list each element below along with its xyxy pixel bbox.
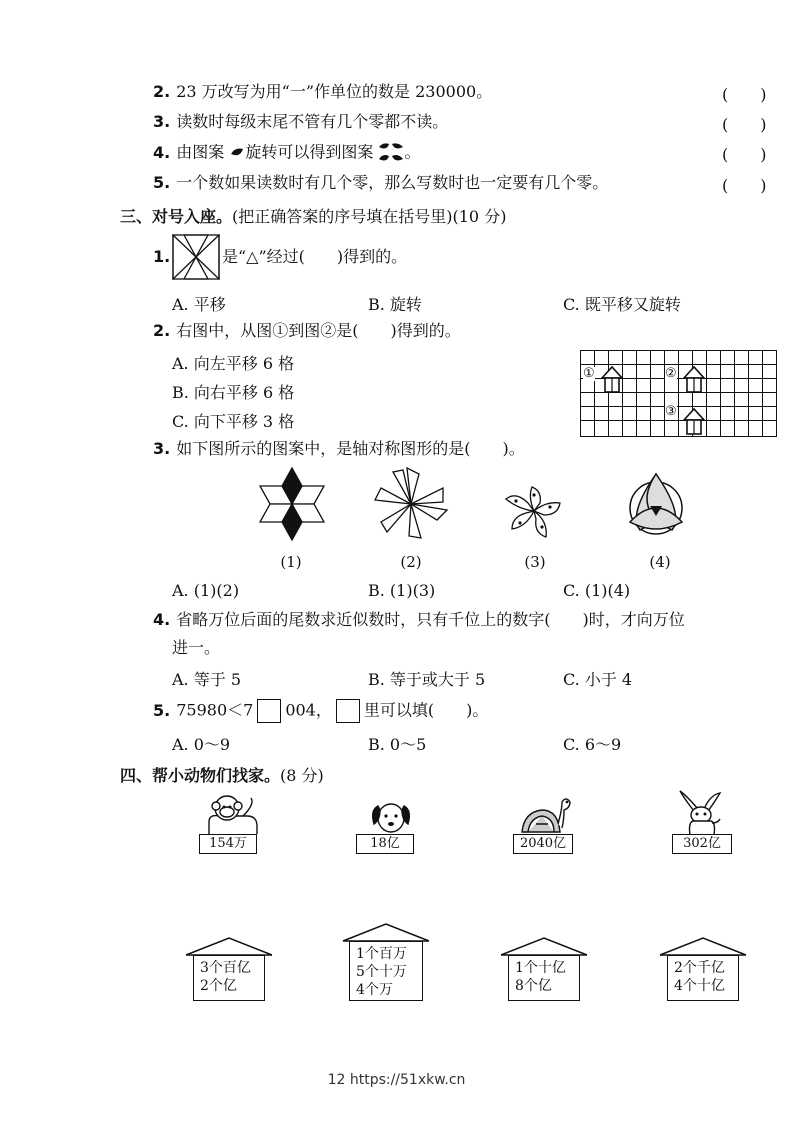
- answer-paren: ( ): [722, 176, 767, 195]
- translation-grid-figure: [580, 350, 778, 438]
- judge-item-3: 3. 读数时每级末尾不管有几个零都不读。: [153, 112, 449, 131]
- grid-label-2: ②: [665, 366, 677, 381]
- animal-sign-2: 18亿: [356, 834, 414, 854]
- blank-box: [257, 699, 281, 723]
- q2-option-b: B. 向右平移 6 格: [172, 383, 295, 402]
- q4: 4. 省略万位后面的尾数求近似数时，只有千位上的数字( )时，才向万位: [153, 610, 685, 629]
- q2: 2. 右图中，从图①到图②是( )得到的。: [153, 321, 461, 340]
- pinwheel-triangle-figure: [172, 234, 220, 280]
- animal-sign-3: 2040亿: [513, 834, 573, 854]
- monkey-icon: [205, 794, 261, 834]
- q3-option-c: C. (1)(4): [563, 581, 631, 600]
- answer-paren: ( ): [722, 85, 767, 104]
- figure-label-1: (1): [280, 553, 302, 571]
- turtle-icon: [518, 794, 574, 834]
- house-2: 1个百万 5个十万 4个万: [349, 941, 423, 1001]
- dog-icon: [368, 796, 414, 834]
- q4-option-c: C. 小于 4: [563, 670, 633, 689]
- q4-option-a: A. 等于 5: [172, 670, 241, 689]
- q1: 1.: [153, 247, 171, 266]
- blank-box: [336, 699, 360, 723]
- house-roof-icon: [341, 922, 431, 942]
- q1-text: 是“△”经过( )得到的。: [222, 247, 408, 266]
- section4-title: 四、帮小动物们找家。(8 分): [120, 766, 324, 785]
- animal-sign-4: 302亿: [672, 834, 732, 854]
- house-roof-icon: [184, 936, 274, 956]
- q3: 3. 如下图所示的图案中，是轴对称图形的是( )。: [153, 439, 525, 458]
- animal-sign-1: 154万: [199, 834, 257, 854]
- house-roof-icon: [658, 936, 748, 956]
- house-3: 1个十亿 8个亿: [508, 955, 580, 1001]
- q3-option-a: A. (1)(2): [172, 581, 240, 600]
- q2-option-a: A. 向左平移 6 格: [172, 354, 295, 373]
- house-4: 2个千亿 4个十亿: [667, 955, 739, 1001]
- q5-option-c: C. 6～9: [563, 735, 622, 754]
- answer-paren: ( ): [722, 115, 767, 134]
- grid-label-1: ①: [583, 366, 595, 381]
- judge-item-5: 5. 一个数如果读数时有几个零，那么写数时也一定要有几个零。: [153, 173, 609, 192]
- figure-3-flower-icon: [500, 483, 568, 541]
- figure-1-star-icon: [258, 466, 326, 542]
- q1-option-c: C. 既平移又旋转: [563, 295, 681, 314]
- house-roof-icon: [499, 936, 589, 956]
- q3-option-b: B. (1)(3): [368, 581, 436, 600]
- q4-text-cont: 进一。: [172, 638, 221, 657]
- judge-item-2: 2. 23 万改写为用“一”作单位的数是 230000。: [153, 82, 493, 101]
- house-1: 3个百亿 2个亿: [193, 955, 265, 1001]
- rabbit-icon: [676, 789, 726, 835]
- grid-label-3: ③: [665, 404, 677, 419]
- q1-option-a: A. 平移: [172, 295, 226, 314]
- q5-option-a: A. 0～9: [172, 735, 231, 754]
- answer-paren: ( ): [722, 145, 767, 164]
- figure-4-triquetra-icon: [620, 470, 692, 540]
- q2-option-c: C. 向下平移 3 格: [172, 412, 295, 431]
- figure-label-3: (3): [524, 553, 546, 571]
- judge-item-4: 4. 由图案 旋转可以得到图案 。: [153, 142, 420, 164]
- figure-label-2: (2): [400, 553, 422, 571]
- figure-label-4: (4): [649, 553, 671, 571]
- q5: 5. 75980＜7 004， 里可以填( )。: [153, 699, 488, 723]
- q1-option-b: B. 旋转: [368, 295, 422, 314]
- q5-option-b: B. 0～5: [368, 735, 427, 754]
- leaf-icon: [230, 146, 244, 160]
- four-leaf-pattern-icon: [378, 142, 404, 164]
- q4-option-b: B. 等于或大于 5: [368, 670, 486, 689]
- section3-title: 三、对号入座。(把正确答案的序号填在括号里)(10 分): [120, 207, 507, 226]
- page-footer: 12 https://51xkw.cn: [327, 1072, 466, 1088]
- figure-2-pinwheel-icon: [373, 466, 449, 542]
